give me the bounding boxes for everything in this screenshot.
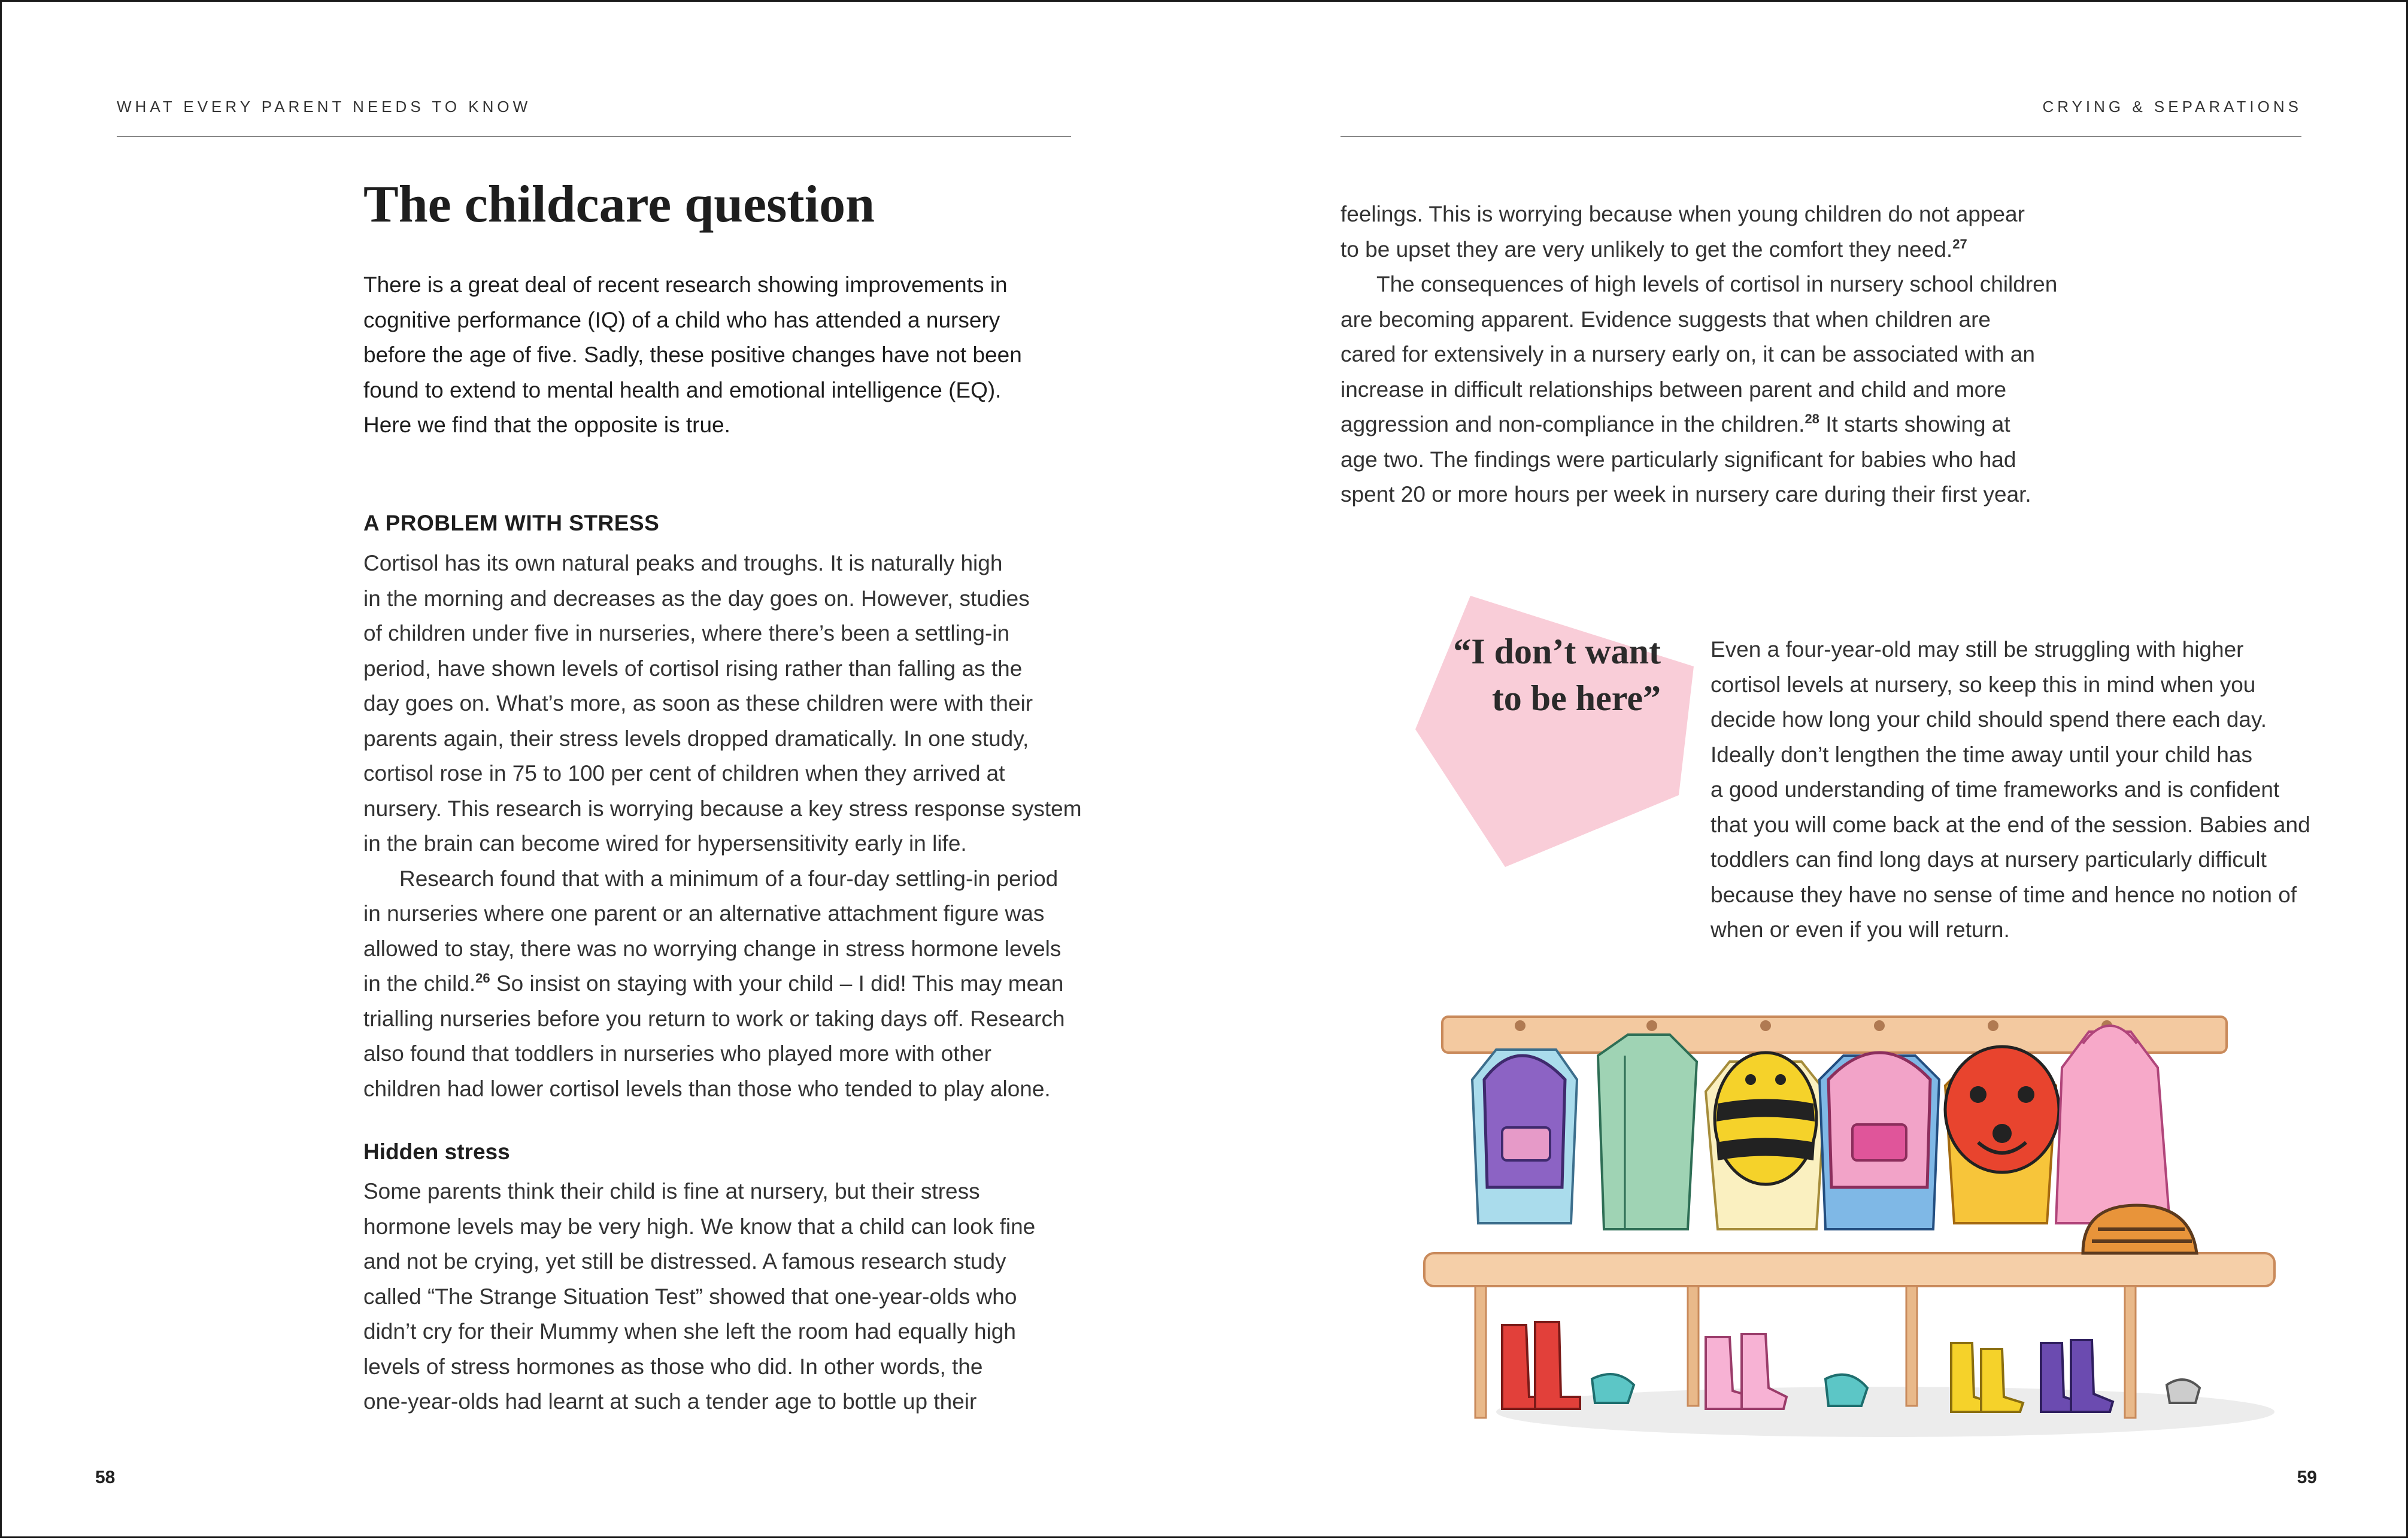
section-heading: A PROBLEM WITH STRESS xyxy=(363,511,660,535)
purple-backpack xyxy=(1484,1056,1565,1187)
body-line: children had lower cortisol levels than those who tended to play alone. xyxy=(363,1076,1051,1101)
body-line: day goes on. What’s more, as soon as these children were with their xyxy=(363,691,1033,716)
body-line-with-reference xyxy=(363,966,1076,1002)
body-line: allowed to stay, there was no worrying change in stress hormone levels xyxy=(363,936,1062,961)
footnote-ref-27: 27 xyxy=(1952,236,1967,251)
body-line: one-year-olds had learnt at such a tender age to bottle up their xyxy=(363,1389,977,1414)
pull-quote-line: to be here” xyxy=(1491,678,1661,718)
sidebar-line: when or even if you will return. xyxy=(1711,917,2010,942)
page-title: The childcare question xyxy=(363,175,875,234)
sidebar-line: a good understanding of time frameworks and is confident xyxy=(1711,777,2280,802)
header-rule-right xyxy=(1341,136,2301,137)
body-text: to be upset they are very unlikely to get the comfort they need. xyxy=(1341,237,1953,262)
page-number-right: 59 xyxy=(2297,1468,2317,1487)
purple-boot xyxy=(2071,1340,2113,1412)
body-line: of children under five in nurseries, where there’s been a settling-in xyxy=(363,621,1010,645)
sidebar-line: toddlers can find long days at nursery particularly difficult xyxy=(1711,847,2267,872)
red-boot xyxy=(1535,1322,1580,1409)
body-line: and not be crying, yet still be distressed. A famous research study xyxy=(363,1249,1006,1274)
body-line: didn’t cry for their Mummy when she left the room had equally high xyxy=(363,1319,1016,1344)
sidebar-line: because they have no sense of time and hence no notion of xyxy=(1711,882,2297,907)
body-line: age two. The findings were particularly significant for babies who had xyxy=(1341,447,2016,472)
page-number-left: 58 xyxy=(95,1468,116,1487)
bee-eye xyxy=(1745,1074,1756,1085)
sidebar-line: Even a four-year-old may still be struggling with higher xyxy=(1711,637,2244,662)
body-text: aggression and non-compliance in the children. xyxy=(1341,412,1805,436)
sidebar-line: that you will come back at the end of the session. Babies and xyxy=(1711,812,2310,837)
yellow-boot xyxy=(1981,1349,2023,1412)
hidden-stress-body xyxy=(363,1174,1076,1420)
grey-shoe xyxy=(2167,1380,2200,1403)
body-line: nursery. This research is worrying because a key stress response system xyxy=(363,796,1082,821)
body-text: It starts showing at xyxy=(1819,412,2010,436)
pull-quote-box xyxy=(1415,595,1703,870)
body-line: are becoming apparent. Evidence suggests that when children are xyxy=(1341,307,1991,332)
body-line: Some parents think their child is fine at nursery, but their stress xyxy=(363,1179,980,1203)
body-line: in the morning and decreases as the day goes on. However, studies xyxy=(363,586,1030,611)
sidebar-line: Ideally don’t lengthen the time away until your child has xyxy=(1711,742,2252,767)
body-line-with-reference xyxy=(1341,407,2089,442)
body-line: cortisol rose in 75 to 100 per cent of children when they arrived at xyxy=(363,761,1005,786)
body-line: The consequences of high levels of cortisol in nursery school children xyxy=(1376,272,2058,296)
pull-quote-line: “I don’t want xyxy=(1453,632,1661,671)
body-line: period, have shown levels of cortisol rising rather than falling as the xyxy=(363,656,1023,681)
right-page xyxy=(1206,2,2408,1540)
stress-section-body xyxy=(363,546,1082,1107)
footnote-ref-28: 28 xyxy=(1805,411,1819,426)
intro-line: cognitive performance (IQ) of a child who has attended a nursery xyxy=(363,307,1000,332)
body-line: hormone levels may be very high. We know that a child can look fine xyxy=(363,1214,1036,1239)
body-line-with-reference xyxy=(1341,232,2089,268)
teal-shoe xyxy=(1825,1375,1867,1406)
body-line: Research found that with a minimum of a four-day settling-in period xyxy=(399,866,1059,891)
sidebar-line: cortisol levels at nursery, so keep this in mind when you xyxy=(1711,672,2256,697)
cloakroom-illustration xyxy=(1418,990,2286,1445)
pink-boot xyxy=(1742,1334,1787,1409)
continued-body xyxy=(1341,197,2089,513)
running-head-left: WHAT EVERY PARENT NEEDS TO KNOW xyxy=(117,98,532,116)
body-line: in the brain can become wired for hypersensitivity early in life. xyxy=(363,831,967,856)
body-line: trialling nurseries before you return to work or taking days off. Research xyxy=(363,1006,1065,1031)
teal-shoe xyxy=(1592,1374,1634,1403)
body-line: spent 20 or more hours per week in nursery care during their first year. xyxy=(1341,482,2031,507)
body-line: cared for extensively in a nursery early on, it can be associated with an xyxy=(1341,342,2035,366)
sidebar-line: decide how long your child should spend there each day. xyxy=(1711,707,2267,732)
bench-seat xyxy=(1424,1253,2274,1286)
body-line: in nurseries where one parent or an alternative attachment figure was xyxy=(363,901,1045,926)
subheading-hidden-stress: Hidden stress xyxy=(363,1139,510,1164)
footnote-ref-26: 26 xyxy=(475,971,490,986)
bee-eye xyxy=(1775,1074,1786,1085)
body-line: parents again, their stress levels dropped dramatically. In one study, xyxy=(363,726,1029,751)
left-page xyxy=(2,2,1206,1540)
pull-quote xyxy=(1415,628,1661,722)
body-line: levels of stress hormones as those who did. In other words, the xyxy=(363,1354,983,1379)
pink-raincoat xyxy=(2056,1032,2170,1223)
backpack-pocket xyxy=(1502,1127,1550,1160)
intro-paragraph xyxy=(363,268,1082,443)
body-line: feelings. This is worrying because when young children do not appear xyxy=(1341,202,2025,226)
backpack-pocket xyxy=(1852,1124,1906,1160)
body-text: So insist on staying with your child – I did! This may mean xyxy=(490,971,1064,996)
body-line: Cortisol has its own natural peaks and troughs. It is naturally high xyxy=(363,551,1003,575)
running-head-right: CRYING & SEPARATIONS xyxy=(2042,98,2302,116)
header-rule-left xyxy=(117,136,1071,137)
pink-backpack xyxy=(1828,1053,1930,1187)
body-line: increase in difficult relationships between parent and child and more xyxy=(1341,377,2007,402)
body-text: in the child. xyxy=(363,971,476,996)
intro-line: found to extend to mental health and emotional intelligence (EQ). xyxy=(363,377,1002,402)
sidebar-paragraph xyxy=(1711,632,2309,948)
body-line: also found that toddlers in nurseries who played more with other xyxy=(363,1041,991,1066)
green-coat xyxy=(1598,1035,1697,1229)
body-line: called “The Strange Situation Test” showed that one-year-olds who xyxy=(363,1284,1017,1309)
intro-line: before the age of five. Sadly, these positive changes have not been xyxy=(363,342,1022,367)
intro-line: Here we find that the opposite is true. xyxy=(363,413,730,437)
intro-line: There is a great deal of recent research showing improvements in xyxy=(363,272,1008,297)
